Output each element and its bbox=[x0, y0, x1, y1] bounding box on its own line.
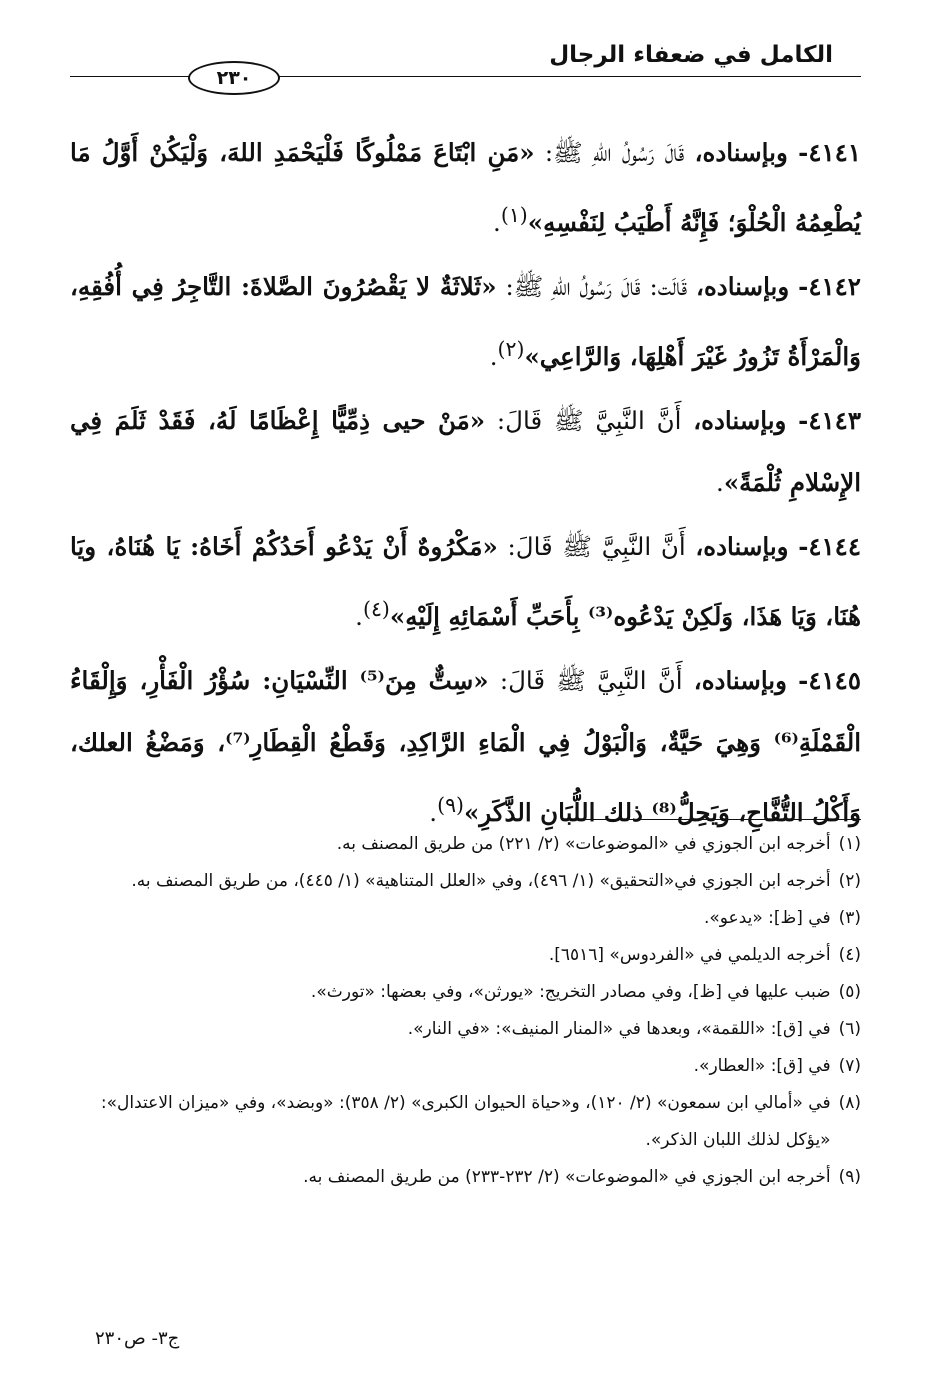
footnote-number: (٢) bbox=[838, 871, 861, 891]
main-text bbox=[70, 122, 861, 847]
footnote-separator bbox=[576, 819, 861, 820]
footnote-number: (٩) bbox=[838, 1167, 861, 1187]
footnote-text: في «أمالي ابن سمعون» (٢/ ١٢٠)، و«حياة الحيوان الكبرى» (٢/ ٣٥٨): «وبضد»، وفي «ميزان الاعتدال»: «يؤكل لذلك اللبان الذكر». bbox=[100, 1093, 831, 1150]
page-number-badge: ٢٣٠ bbox=[188, 61, 280, 95]
footnote-6 bbox=[70, 1011, 861, 1048]
note-ref[interactable]: (٢) bbox=[497, 337, 525, 362]
hadith-intro: أَنَّ النَّبِيَّ ﷺ قَالَ: bbox=[496, 406, 682, 436]
hadith-sanad: وبإسناده، bbox=[696, 272, 790, 302]
footnote-number: (٤) bbox=[838, 945, 861, 965]
hadith-end: . bbox=[493, 208, 501, 238]
hadith-sanad: وبإسناده، bbox=[693, 406, 787, 436]
hadith-sanad: وبإسناده، bbox=[693, 666, 787, 696]
footnote-3 bbox=[70, 900, 861, 937]
footnote-text: أخرجه ابن الجوزي في «الموضوعات» (٢/ ٢٢١) من طريق المصنف به. bbox=[336, 834, 831, 854]
note-ref[interactable]: (١) bbox=[500, 203, 528, 227]
hadith-matn: «مَنِ ابْتَاعَ مَمْلُوكًا فَلْيَحْمَدِ اللهَ، وَلْيَكُنْ أَوَّلُ مَا يُطْعِمُهُ الْحُلْوَ؛ فَإِنَّهُ أَطْيَبُ لِنَفْسِهِ» bbox=[70, 138, 861, 238]
hadith-intro: أَنَّ النَّبِيَّ ﷺ قَالَ: bbox=[507, 532, 686, 562]
footnotes bbox=[70, 826, 861, 1196]
hadith-matn: «ثَلاثَةٌ لا يَقْصُرُونَ الصَّلاةَ: التَّاجِرُ فِي أُفُقِهِ، وَالْمَرْأَةُ تَزُورُ غَيْرَ أَهْلِهَا، وَالرَّاعِي» bbox=[70, 272, 861, 372]
note-ref[interactable]: (٤) bbox=[362, 597, 390, 622]
hadith-end: . bbox=[489, 342, 498, 372]
footnote-text: في [ق]: «اللقمة»، وبعدها في «المنار المنيف»: «في النار». bbox=[407, 1019, 831, 1039]
footnote-number: (٥) bbox=[838, 982, 861, 1002]
footnote-4 bbox=[70, 937, 861, 974]
footnote-text: أخرجه ابن الجوزي في«التحقيق» (١/ ٤٩٦)، وفي «العلل المتناهية» (١/ ٤٤٥)، من طريق المصنف به. bbox=[131, 871, 831, 891]
footnote-2 bbox=[70, 863, 861, 900]
hadith-matn: «مَنْ حيى ذِمِّيًّا إِعْظَامًا لَهُ، فَقَدْ ثَلَمَ فِي الإِسْلامِ ثُلْمَةً» bbox=[70, 406, 861, 498]
hadith-sanad: وبإسناده، bbox=[695, 532, 789, 562]
footnote-1 bbox=[70, 826, 861, 863]
hadith-4143 bbox=[70, 390, 861, 514]
note-ref[interactable]: (٩) bbox=[437, 793, 464, 818]
hadith-sanad: وبإسناده، bbox=[694, 138, 788, 167]
footnote-5 bbox=[70, 974, 861, 1011]
footnote-number: (٦) bbox=[838, 1019, 861, 1039]
hadith-matn: «مَكْرُوهٌ أَنْ يَدْعُو أَحَدُكُمْ أَخَاهُ: يَا هُنَاهُ، ويَا هُنَا، وَيَا هَذَا، وَلَكِنْ يَدْعُوه⁽³⁾ بِأَحَبِّ أَسْمَائِهِ إِلَيْهِ» bbox=[70, 532, 861, 632]
hadith-number: ٤١٤٤- bbox=[798, 532, 861, 562]
hadith-number: ٤١٤٢- bbox=[798, 272, 861, 302]
hadith-matn: «سِتٌّ مِنَ⁽⁵⁾ النِّسْيَانِ: سُؤْرُ الْفَأْرِ، وَإِلْقَاءُ الْقَمْلَةِ⁽⁶⁾ وَهِيَ حَيَّةٌ، وَالْبَوْلُ فِي الْمَاءِ الرَّاكِدِ، وَقَطْعُ الْقِطَارِ⁽⁷⁾، وَمَضْغُ العلك، وَأَكْلُ التُّفَّاحِ، وَيَحِلُّ⁽⁸⁾ ذلك اللُّبَانِ الذَّكَرِ» bbox=[70, 666, 861, 828]
footnote-text: ضبب عليها في [ظ]، وفي مصادر التخريج: «يورثن»، وفي بعضها: «تورث». bbox=[310, 982, 831, 1002]
book-title: الكامل في ضعفاء الرجال bbox=[549, 42, 833, 68]
page-header bbox=[70, 36, 861, 89]
hadith-end: . bbox=[429, 798, 438, 828]
hadith-intro: قَالَ رَسُولُ اللهِ ﷺ: bbox=[544, 138, 685, 167]
hadith-end: . bbox=[355, 602, 363, 632]
hadith-number: ٤١٤٥- bbox=[798, 666, 861, 696]
page-footer: ج٣- ص٢٣٠ bbox=[95, 1328, 180, 1349]
hadith-number: ٤١٤١- bbox=[798, 138, 861, 167]
hadith-number: ٤١٤٣- bbox=[798, 406, 861, 436]
footnote-text: أخرجه الديلمي في «الفردوس» [٦٥١٦]. bbox=[548, 945, 831, 965]
footnote-number: (٣) bbox=[838, 908, 861, 928]
footnote-text: في [ق]: «العطار». bbox=[693, 1056, 831, 1076]
footnote-text: في [ظ]: «يدعو». bbox=[703, 908, 831, 928]
hadith-4145 bbox=[70, 650, 861, 844]
hadith-end: . bbox=[716, 468, 724, 498]
footnote-8 bbox=[70, 1085, 861, 1159]
footnote-text: أخرجه ابن الجوزي في «الموضوعات» (٢/ ٢٣٢-٢٣٣) من طريق المصنف به. bbox=[303, 1167, 831, 1187]
hadith-intro: قَالَت: قَالَ رَسُولُ اللهِ ﷺ: bbox=[505, 272, 688, 302]
hadith-4142 bbox=[70, 256, 861, 388]
footnote-number: (٧) bbox=[838, 1056, 861, 1076]
hadith-4144 bbox=[70, 516, 861, 648]
footnote-9 bbox=[70, 1159, 861, 1196]
footnote-number: (١) bbox=[838, 834, 861, 854]
footnote-7 bbox=[70, 1048, 861, 1085]
hadith-intro: أَنَّ النَّبِيَّ ﷺ قَالَ: bbox=[499, 666, 683, 696]
footnote-number: (٨) bbox=[838, 1093, 861, 1113]
hadith-4141 bbox=[70, 122, 861, 254]
